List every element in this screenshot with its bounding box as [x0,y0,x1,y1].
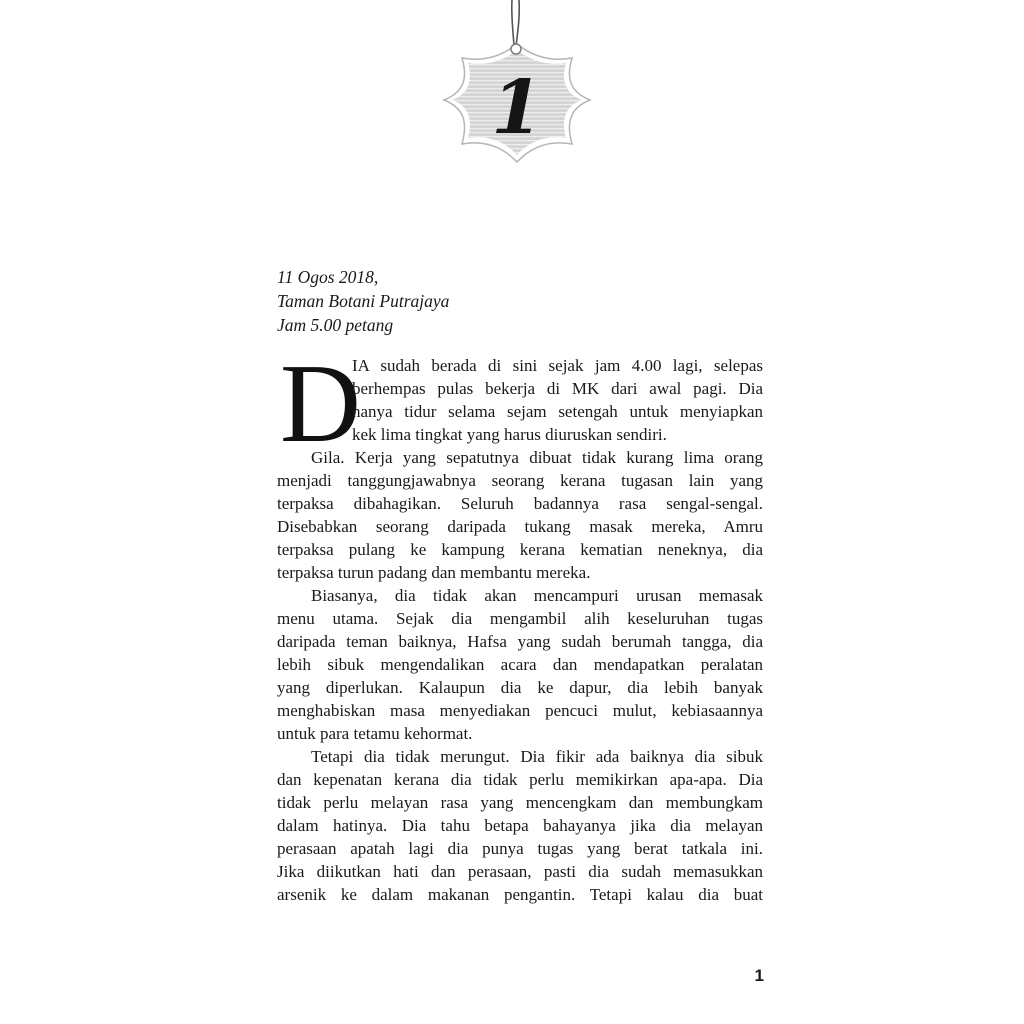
drop-cap: D [280,342,361,466]
text-line: hanya tidur selama sejam setengah untuk menyiapkan [352,402,763,421]
text-line: terpaksa turun padang dan membantu mereka. [277,563,591,582]
text-line: berhempas pulas bekerja di MK dari awal pagi. Dia [352,379,763,398]
text-line: dalam hatinya. Dia tahu betapa bahayanya jika dia melayan [277,816,763,835]
text-line: arsenik ke dalam makanan pengantin. Tetapi kalau dia buat [277,885,763,904]
text-line: Jika diikutkan hati dan perasaan, pasti dia sudah memasukkan [277,862,763,881]
text-line: menghabiskan masa menyediakan pencuci mulut, kebiasaannya [277,701,763,720]
dateline [277,265,757,337]
text-line: daripada teman baiknya, Hafsa yang sudah berumah tangga, dia [277,632,763,651]
text-line: Biasanya, dia tidak akan mencampuri urusan memasak [311,586,763,605]
text-line: Gila. Kerja yang sepatutnya dibuat tidak kurang lima orang [311,448,763,467]
dateline-place: Taman Botani Putrajaya [277,291,450,311]
text-line: untuk para tetamu kehormat. [277,724,473,743]
dateline-date: 11 Ogos 2018, [277,267,379,287]
text-line: lebih sibuk mengendalikan acara dan mendapatkan peralatan [277,655,763,674]
text-line: kek lima tingkat yang harus diuruskan sendiri. [352,425,667,444]
text-line: menjadi tanggungjawabnya seorang kerana tugasan lain yang [277,471,763,490]
page-number: 1 [754,966,764,985]
text-line: yang diperlukan. Kalaupun dia ke dapur, dia lebih banyak [277,678,763,697]
dateline-time: Jam 5.00 petang [277,315,394,335]
text-line: Tetapi dia tidak merungut. Dia fikir ada baiknya dia sibuk [311,747,763,766]
text-line: IA sudah berada di sini sejak jam 4.00 lagi, selepas [352,356,763,375]
text-line: tidak perlu melayan rasa yang mencengkam dan membungkam [277,793,763,812]
text-line: terpaksa dibahagikan. Seluruh badannya rasa sengal-sengal. [277,494,763,513]
text-line: dan kepenatan kerana dia tidak perlu memikirkan apa-apa. Dia [277,770,763,789]
text-line: perasaan apatah lagi dia punya tugas yang berat tatkala ini. [277,839,763,858]
text-line: Disebabkan seorang daripada tukang masak mereka, Amru [277,517,763,536]
text-line: terpaksa pulang ke kampung kerana kematian neneknya, dia [277,540,763,559]
text-line: menu utama. Sejak dia mengambil alih keseluruhan tugas [277,609,763,628]
chapter-number: 1 [491,65,543,151]
